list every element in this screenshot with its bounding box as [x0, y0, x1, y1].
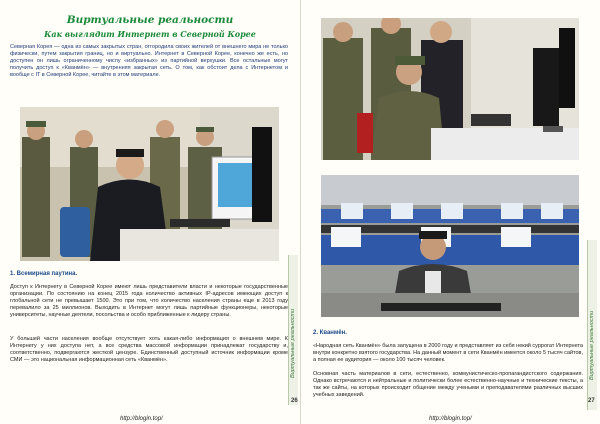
side-label: Виртуальные реальности: [589, 310, 595, 380]
footer-url: http://blogin.top/: [120, 416, 163, 422]
section-paragraph-2: У большей части населения вообще отсутствует хоть какая-либо информация о внешнем мире. К Интернету у них доступа нет, а все средства массовой информации принадлежат государству и, соответственно, подвергаются жесткой цензуре. Единственный доступный источник информации кроме СМИ — это национальная информационная сеть «Кванмён».: [10, 336, 288, 363]
page-number: 27: [588, 398, 595, 404]
right-page: [300, 0, 600, 424]
page-title: Виртуальные реальности: [66, 14, 234, 26]
intro-paragraph: Северная Корея — одна из самых закрытых стран, отгородила своих жителей от внешнего мира не только физически, путем закрытия границ, но и виртуально. Интернет в Северной Корее, конечно же есть, но доступен он лишь ограниченному числу «избранных» из партийной верхушки. Все остальные могут получить доступ к «Кванмён» — внутренняя закрытая сеть. О том, как обстоит дела с Интернетом и вообще с IT в Северной Корее, читайте в этом материале.: [10, 44, 288, 78]
page-subtitle: Как выглядит Интернет в Северной Корее: [44, 29, 256, 39]
right-paragraph-1: «Народная сеть Кванмён» была запущена в 2000 году и представляет из себя некий суррогат Интернета внутри конкретно взятого государства. На данный момент в сети Кванмён имеется около 5 тысяч сайтов, а полная ее аудитория — около 100 тысяч человек.: [313, 343, 583, 363]
section-heading-web: 1. Всемирная паутина.: [10, 271, 78, 277]
section-heading-kwangmyong: 2. Кванмён.: [313, 330, 347, 336]
photo-leader-at-computer: [20, 107, 279, 261]
section-paragraph-1: Доступ к Интернету в Северной Корее имеют лишь представители власти и некоторые государственные организации. По состоянию на конец 2015 года количество активных IP-адресов имеющих доступ к глобальной сети не превышает 1500. Это при том, что количество населения страны еще в 2013 году перевалило за 25 миллионов. Выходить в Интернет могут лишь партийные функционеры, некоторые университеты, научные деятели, посольства и особо приближенные к лидеру страны.: [10, 284, 288, 318]
photo-computer-lab-man: [321, 175, 579, 317]
photo-officers-at-workstation: [321, 18, 579, 160]
right-paragraph-2: Основная часть материалов в сети, естественно, коммунистическо-пропагандистского содержания. Однако встречаются и нейтральные и политически более естественно-научные и технические тексты, а так же сайты, на которых происходит общение между учеными и преподавателями различных высших учебных заведений.: [313, 371, 583, 398]
side-label: Виртуальные реальности: [290, 308, 296, 378]
page-number: 26: [291, 398, 298, 404]
footer-url: http://blogin.top/: [429, 416, 472, 422]
